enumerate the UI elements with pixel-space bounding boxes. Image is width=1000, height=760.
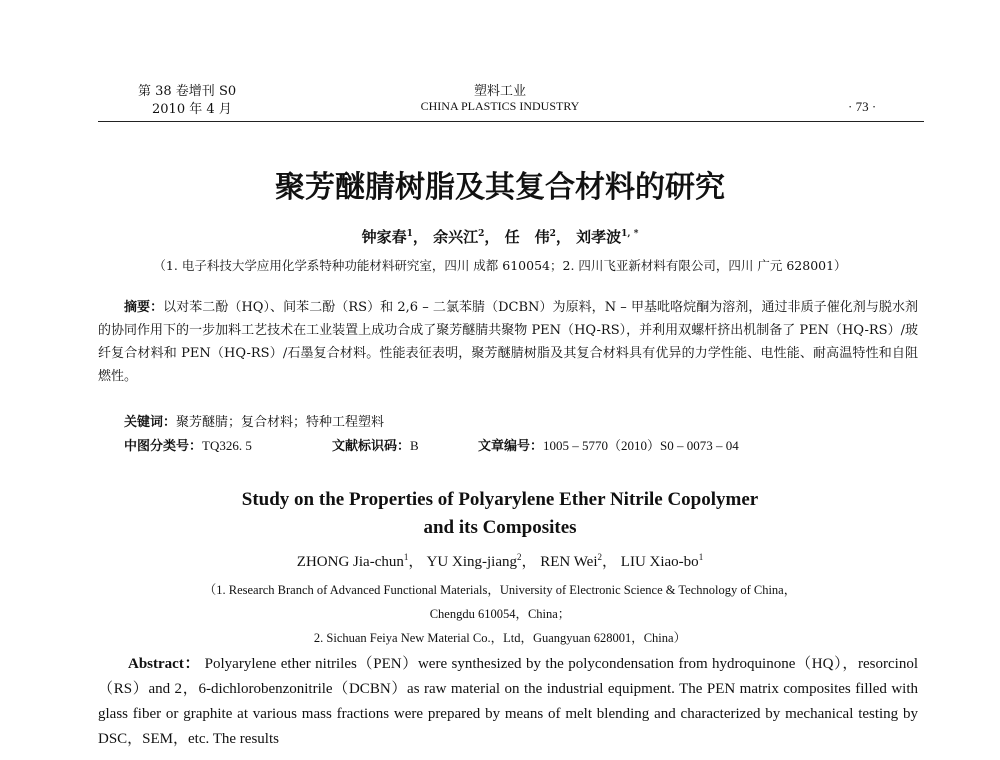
abstract-text-cn: 以对苯二酚（HQ）、间苯二酚（RS）和 2,6 – 二氯苯腈（DCBN）为原料，N – 甲基吡咯烷酮为溶剂，通过非质子催化剂与脱水剂的协同作用下的一步加料工艺技术在工业装置上成功合成了聚芳醚腈共聚物 PEN（HQ-RS），并利用双螺杆挤出机制备了 PEN（HQ-RS）/玻纤复合材料和 PEN（HQ-RS）/石墨复合材料。性能表征表明，聚芳醚腈树脂及其复合材料具有优异的力学性能、电性能、耐高温特性和自阻燃性。: [98, 300, 918, 384]
clc-number: 中图分类号：TQ326. 5: [124, 438, 252, 454]
author-cn: 刘孝波$^{1, *}$: [576, 228, 639, 246]
volume-label: 第 38 卷增刊 S0: [138, 84, 237, 99]
author-cn: 钟家春$^1$: [361, 228, 413, 246]
journal-title-cn: 塑料工业: [473, 84, 526, 99]
author-en: YU Xing-jiang$^2$: [426, 552, 522, 570]
paper-title-en-line1: Study on the Properties of Polyarylene Ether Nitrile Copolymer: [241, 489, 759, 510]
article-number: 文章编号：1005 – 5770（2010）S0 – 0073 – 04: [478, 438, 739, 454]
affiliation-en-line1: （1. Research Branch of Advanced Functional Materials，University of Electronic Science & Technology of China，: [203, 583, 797, 597]
author-cn: 余兴江$^2$: [433, 228, 485, 246]
issue-date: 2010 年 4 月: [152, 102, 232, 117]
author-cn: 任 伟$^2$: [504, 228, 556, 246]
header-rule: [98, 121, 924, 122]
author-en: REN Wei$^2$: [540, 552, 603, 570]
abstract-text-en: Polyarylene ether nitriles（PEN）were synthesized by the polycondensation from hydroquinone（HQ），resorcinol（RS）and 2，6-dichlorobenzonitrile（DCBN）as raw material on the industrial equipment. The PEN matrix composites filled with glass fiber or graphite at various mass fractions were prepared by means of melt blending and characterized by mechanical testing by DSC，SEM，etc. The results: [98, 656, 918, 747]
keywords-cn: 关键词：聚芳醚腈；复合材料；特种工程塑料: [124, 415, 385, 430]
paper-title-cn: 聚芳醚腈树脂及其复合材料的研究: [275, 170, 725, 205]
authors-cn: 钟家春$^1$， 余兴江$^2$， 任 伟$^2$， 刘孝波$^{1, *}$: [361, 228, 639, 246]
affiliation-en-line2: Chengdu 610054，China；: [429, 607, 571, 621]
abstract-label-en: Abstract：: [128, 656, 201, 672]
abstract-en: [98, 652, 918, 752]
document-code: 文献标识码：B: [332, 438, 419, 454]
author-en: LIU Xiao-$bo^1$: [620, 552, 704, 570]
author-en: ZHONG Jia-chun$^1$: [296, 552, 409, 570]
page-number: · 73 ·: [848, 99, 877, 114]
affiliation-cn: （1. 电子科技大学应用化学系特种功能材料研究室，四川 成都 610054；2. 四川飞亚新材料有限公司，四川 广元 628001）: [153, 258, 847, 273]
journal-title-en: CHINA PLASTICS INDUSTRY: [420, 99, 580, 113]
paper-title-en-line2: and its Composites: [423, 517, 577, 538]
abstract-label-cn: 摘要：: [124, 300, 164, 315]
affiliation-en-line3: 2. Sichuan Feiya New Material Co.，Ltd，Guangyuan 628001，China）: [313, 631, 687, 645]
abstract-cn: [98, 296, 918, 388]
authors-en: ZHONG Jia-chun$^1$， YU Xing-jiang$^2$， REN Wei$^2$， LIU Xiao-$bo^1$: [296, 552, 704, 570]
